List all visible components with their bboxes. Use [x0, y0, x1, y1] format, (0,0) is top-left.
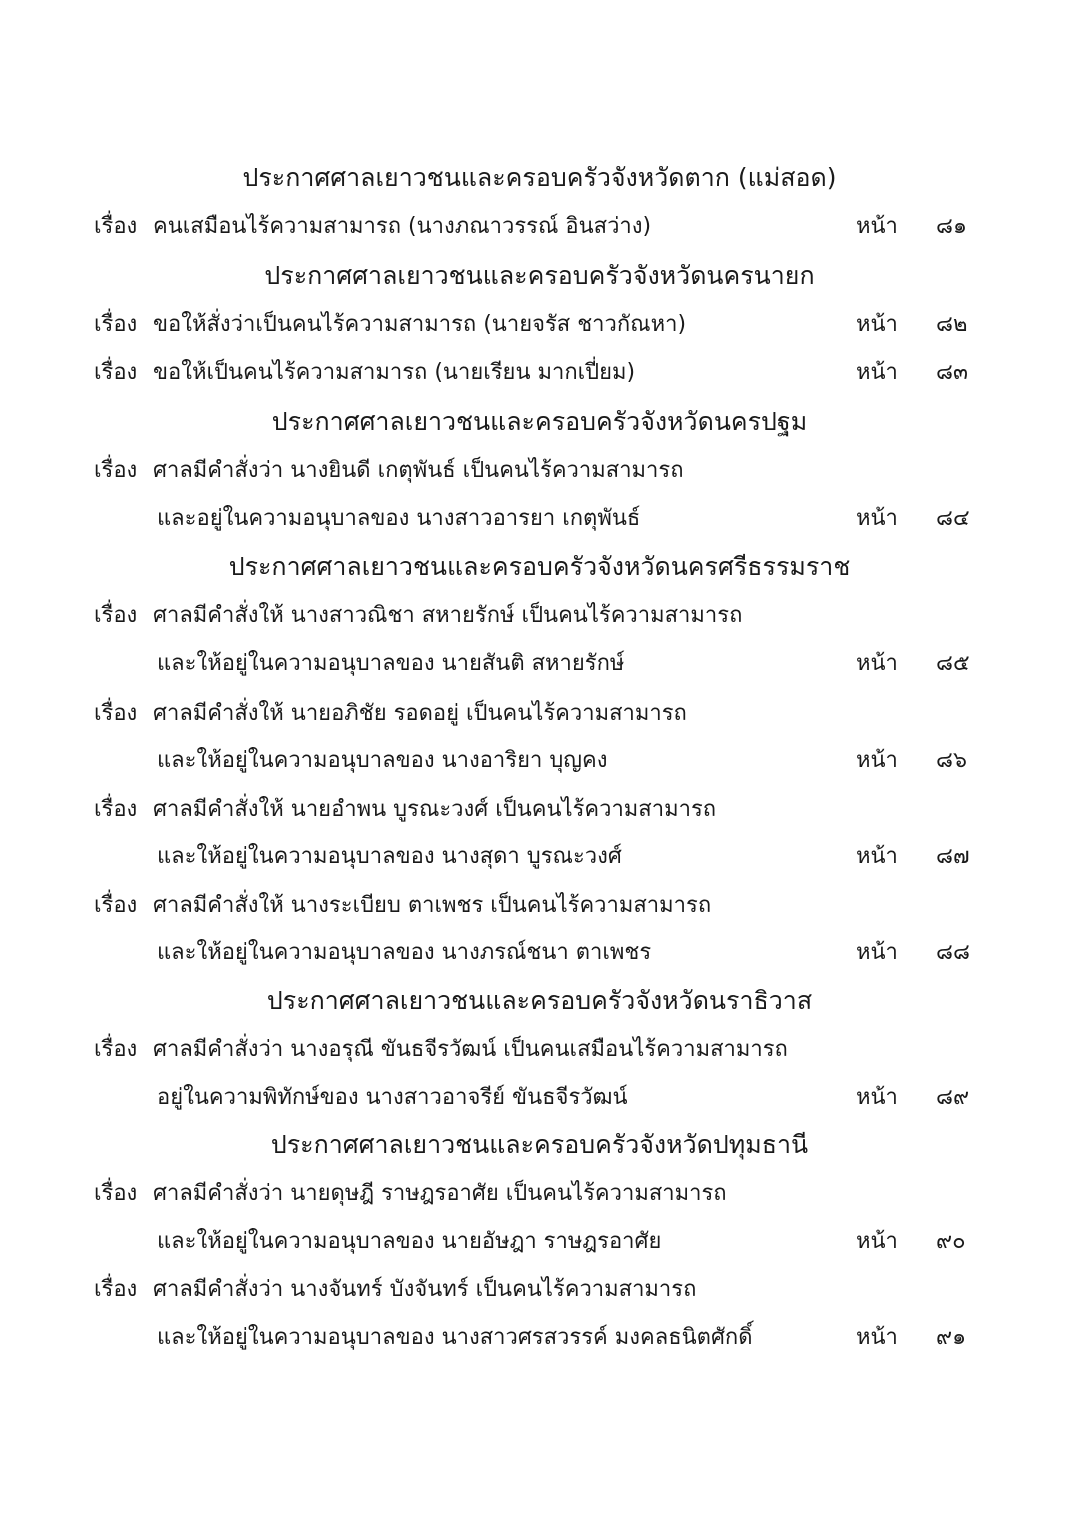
page-number: ๘๑ [936, 214, 967, 239]
page-number: ๘๕ [936, 651, 970, 676]
entry-line [0, 454, 1079, 488]
entry-label: เรื่อง [94, 893, 138, 918]
entry-title-continued: และให้อยู่ในความอนุบาลของ นายอัษฎา ราษฎรอาศัย [157, 1229, 662, 1254]
entry-label: เรื่อง [94, 360, 138, 385]
entry-label: เรื่อง [94, 797, 138, 822]
entry-line [0, 210, 1079, 244]
entry-title: ศาลมีคำสั่งให้ นายอภิชัย รอดอยู่ เป็นคนไร้ความสามารถ [153, 701, 687, 726]
entry-line [0, 840, 1079, 874]
page-label: หน้า [856, 506, 898, 531]
entry-line [0, 793, 1079, 827]
entry-line [0, 1177, 1079, 1211]
section-heading: ประกาศศาลเยาวชนและครอบครัวจังหวัดนครศรีธรรมราช [228, 552, 851, 581]
page-number: ๙๑ [936, 1325, 967, 1350]
entry-title: ศาลมีคำสั่งว่า นางจันทร์ บังจันทร์ เป็นคนไร้ความสามารถ [153, 1277, 697, 1302]
page-label: หน้า [856, 312, 898, 337]
entry-title: ศาลมีคำสั่งว่า นายดุษฎี ราษฎรอาศัย เป็นคนไร้ความสามารถ [153, 1181, 727, 1206]
page-number: ๘๓ [936, 360, 969, 385]
section-heading: ประกาศศาลเยาวชนและครอบครัวจังหวัดปทุมธานี [270, 1130, 809, 1159]
entry-title: ขอให้เป็นคนไร้ความสามารถ (นายเรียน มากเปี่ยม) [153, 360, 636, 385]
entry-title-continued: และให้อยู่ในความอนุบาลของ นายสันติ สหายรักษ์ [157, 651, 625, 676]
entry-title-continued: และให้อยู่ในความอนุบาลของ นางสุดา บูรณะวงศ์ [157, 844, 622, 869]
entry-title: ขอให้สั่งว่าเป็นคนไร้ความสามารถ (นายจรัส ชาวกัณหา) [153, 312, 687, 337]
entry-label: เรื่อง [94, 214, 138, 239]
entry-line [0, 1081, 1079, 1115]
entry-line [0, 1321, 1079, 1355]
entry-line [0, 744, 1079, 778]
entry-label: เรื่อง [94, 458, 138, 483]
section-heading: ประกาศศาลเยาวชนและครอบครัวจังหวัดนราธิวาส [266, 986, 813, 1015]
entry-line [0, 1225, 1079, 1259]
entry-title: ศาลมีคำสั่งให้ นางสาวณิชา สหายรักษ์ เป็นคนไร้ความสามารถ [153, 603, 743, 628]
entry-title-continued: และให้อยู่ในความอนุบาลของ นางสาวศรสวรรค์ มงคลธนิตศักดิ์ [157, 1325, 753, 1350]
entry-line [0, 502, 1079, 536]
page-label: หน้า [856, 214, 898, 239]
section-heading: ประกาศศาลเยาวชนและครอบครัวจังหวัดนครปฐม [271, 407, 808, 436]
entry-title-continued: และให้อยู่ในความอนุบาลของ นางภรณ์ชนา ตาเพชร [157, 940, 652, 965]
entry-line [0, 647, 1079, 681]
page-label: หน้า [856, 1325, 898, 1350]
entry-title-continued: อยู่ในความพิทักษ์ของ นางสาวอาจรีย์ ขันธจีรวัฒน์ [157, 1085, 628, 1110]
entry-line [0, 697, 1079, 731]
entry-line [0, 1033, 1079, 1067]
page-number: ๘๗ [936, 844, 970, 869]
page-label: หน้า [856, 844, 898, 869]
entry-line [0, 599, 1079, 633]
page-number: ๘๙ [936, 1085, 970, 1110]
page-number: ๙๐ [936, 1229, 966, 1254]
entry-label: เรื่อง [94, 701, 138, 726]
page-number: ๘๔ [936, 506, 970, 531]
entry-line [0, 1273, 1079, 1307]
entry-line [0, 308, 1079, 342]
entry-title-continued: และอยู่ในความอนุบาลของ นางสาวอารยา เกตุพันธ์ [157, 506, 641, 531]
entry-label: เรื่อง [94, 1181, 138, 1206]
entry-title: ศาลมีคำสั่งให้ นางระเบียบ ตาเพชร เป็นคนไร้ความสามารถ [153, 893, 712, 918]
entry-line [0, 889, 1079, 923]
entry-title: ศาลมีคำสั่งว่า นางอรุณี ขันธจีรวัฒน์ เป็นคนเสมือนไร้ความสามารถ [153, 1037, 788, 1062]
entry-title: ศาลมีคำสั่งให้ นายอำพน บูรณะวงศ์ เป็นคนไร้ความสามารถ [153, 797, 717, 822]
page-label: หน้า [856, 1085, 898, 1110]
page-label: หน้า [856, 360, 898, 385]
page-number: ๘๒ [936, 312, 968, 337]
page-number: ๘๖ [936, 748, 967, 773]
entry-label: เรื่อง [94, 312, 138, 337]
page-label: หน้า [856, 1229, 898, 1254]
page-label: หน้า [856, 651, 898, 676]
section-heading: ประกาศศาลเยาวชนและครอบครัวจังหวัดตาก (แม่สอด) [242, 163, 837, 192]
entry-line [0, 936, 1079, 970]
entry-line [0, 356, 1079, 390]
entry-title: ศาลมีคำสั่งว่า นางยินดี เกตุพันธ์ เป็นคนไร้ความสามารถ [153, 458, 684, 483]
entry-label: เรื่อง [94, 603, 138, 628]
page-number: ๘๘ [936, 940, 970, 965]
entry-title-continued: และให้อยู่ในความอนุบาลของ นางอาริยา บุญคง [157, 748, 608, 773]
page-label: หน้า [856, 940, 898, 965]
page-label: หน้า [856, 748, 898, 773]
section-heading: ประกาศศาลเยาวชนและครอบครัวจังหวัดนครนายก [264, 261, 815, 290]
entry-label: เรื่อง [94, 1037, 138, 1062]
entry-label: เรื่อง [94, 1277, 138, 1302]
entry-title: คนเสมือนไร้ความสามารถ (นางภณาวรรณ์ อินสว่าง) [153, 214, 652, 239]
